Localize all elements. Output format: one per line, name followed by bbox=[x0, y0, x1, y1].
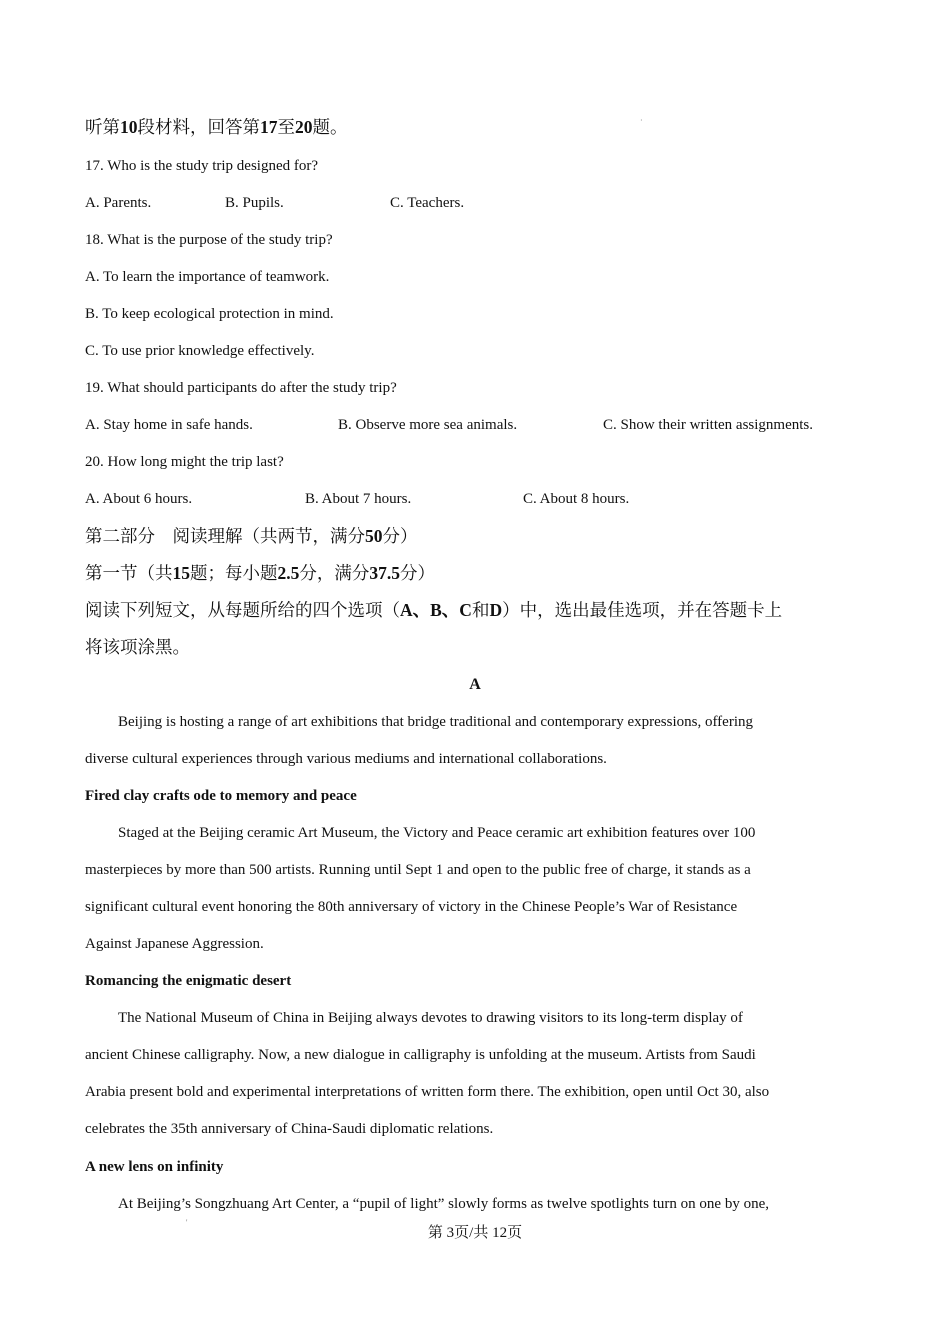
header-text: 至 bbox=[277, 117, 295, 137]
paragraph-line: masterpieces by more than 500 artists. Running until Sept 1 and open to the public free of charge, it stands as a bbox=[85, 862, 751, 878]
question-18: 18. What is the purpose of the study trip? bbox=[85, 232, 333, 248]
instruction-line-2: 将该项涂黑。 bbox=[85, 637, 190, 657]
scan-dot: ' bbox=[186, 1218, 188, 1227]
paragraph-line: The National Museum of China in Beijing always devotes to drawing visitors to its long-term display of bbox=[118, 1010, 743, 1026]
instruction-line-1 bbox=[85, 600, 782, 620]
heading-num: 15 bbox=[172, 563, 190, 583]
q19-option-c: C. Show their written assignments. bbox=[603, 417, 813, 433]
passage-intro: diverse cultural experiences through various mediums and international collaborations. bbox=[85, 751, 607, 767]
subheading-infinity: A new lens on infinity bbox=[85, 1159, 224, 1175]
subheading-desert: Romancing the enigmatic desert bbox=[85, 973, 292, 989]
q17-option-c: C. Teachers. bbox=[390, 195, 465, 211]
heading-text: 分） bbox=[382, 526, 418, 546]
section-header bbox=[85, 117, 348, 137]
q20-option-c: C. About 8 hours. bbox=[523, 491, 630, 507]
q20-option-a: A. About 6 hours. bbox=[85, 491, 193, 507]
heading-num: 2.5 bbox=[277, 563, 300, 583]
subheading-fired-clay: Fired clay crafts ode to memory and peace bbox=[85, 788, 357, 804]
passage-intro: Beijing is hosting a range of art exhibitions that bridge traditional and contemporary expressions, offering bbox=[118, 714, 753, 730]
paragraph-line: celebrates the 35th anniversary of China-Saudi diplomatic relations. bbox=[85, 1121, 494, 1137]
instruction-text: 阅读下列短文，从每题所给的四个选项（ bbox=[85, 600, 400, 620]
section-one-heading bbox=[85, 563, 435, 583]
header-num: 10 bbox=[120, 117, 138, 137]
page-footer: 第 3页/共 12页 bbox=[427, 1225, 523, 1241]
question-19: 19. What should participants do after the study trip? bbox=[85, 380, 397, 396]
passage-label: A bbox=[469, 676, 481, 693]
header-text: 听第 bbox=[85, 117, 120, 137]
heading-num: 37.5 bbox=[369, 563, 400, 583]
q18-option-a: A. To learn the importance of teamwork. bbox=[85, 269, 330, 285]
instruction-letters: A、B、C bbox=[400, 600, 472, 620]
part-two-heading bbox=[85, 526, 418, 546]
header-num: 17 bbox=[260, 117, 278, 137]
header-text: 题。 bbox=[312, 117, 348, 137]
q17-option-a: A. Parents. bbox=[85, 195, 152, 211]
paragraph-line: Arabia present bold and experimental interpretations of written form there. The exhibition, open until Oct 30, also bbox=[85, 1084, 770, 1100]
heading-text: 第二部分 阅读理解（共两节，满分 bbox=[85, 526, 365, 546]
instruction-text: 和 bbox=[471, 600, 490, 620]
q18-option-b: B. To keep ecological protection in mind. bbox=[85, 306, 334, 322]
q17-option-b: B. Pupils. bbox=[225, 195, 284, 211]
question-20: 20. How long might the trip last? bbox=[85, 454, 284, 470]
q19-option-b: B. Observe more sea animals. bbox=[338, 417, 518, 433]
question-17: 17. Who is the study trip designed for? bbox=[85, 158, 319, 174]
q20-option-b: B. About 7 hours. bbox=[305, 491, 412, 507]
heading-num: 50 bbox=[365, 526, 383, 546]
heading-text: 题；每小题 bbox=[190, 563, 278, 583]
q18-option-c: C. To use prior knowledge effectively. bbox=[85, 343, 315, 359]
q19-option-a: A. Stay home in safe hands. bbox=[85, 417, 253, 433]
paragraph-line: Against Japanese Aggression. bbox=[85, 936, 264, 952]
scan-dot: · bbox=[640, 116, 643, 125]
paragraph-line: significant cultural event honoring the 80th anniversary of victory in the Chinese People’s War of Resistance bbox=[85, 899, 738, 915]
heading-text: 分） bbox=[400, 563, 435, 583]
paragraph-line: ancient Chinese calligraphy. Now, a new dialogue in calligraphy is unfolding at the museum. Artists from Saudi bbox=[85, 1047, 756, 1063]
instruction-letter-d: D bbox=[489, 600, 503, 620]
instruction-text: ）中，选出最佳选项，并在答题卡上 bbox=[502, 600, 783, 620]
header-num: 20 bbox=[295, 117, 313, 137]
paragraph-line: At Beijing’s Songzhuang Art Center, a “pupil of light” slowly forms as twelve spotlights turn on one by one, bbox=[118, 1196, 769, 1212]
heading-text: 分，满分 bbox=[299, 563, 370, 583]
header-text: 段材料，回答第 bbox=[137, 117, 260, 137]
heading-text: 第一节（共 bbox=[85, 563, 173, 583]
paragraph-line: Staged at the Beijing ceramic Art Museum, the Victory and Peace ceramic art exhibition features over 100 bbox=[118, 825, 756, 841]
